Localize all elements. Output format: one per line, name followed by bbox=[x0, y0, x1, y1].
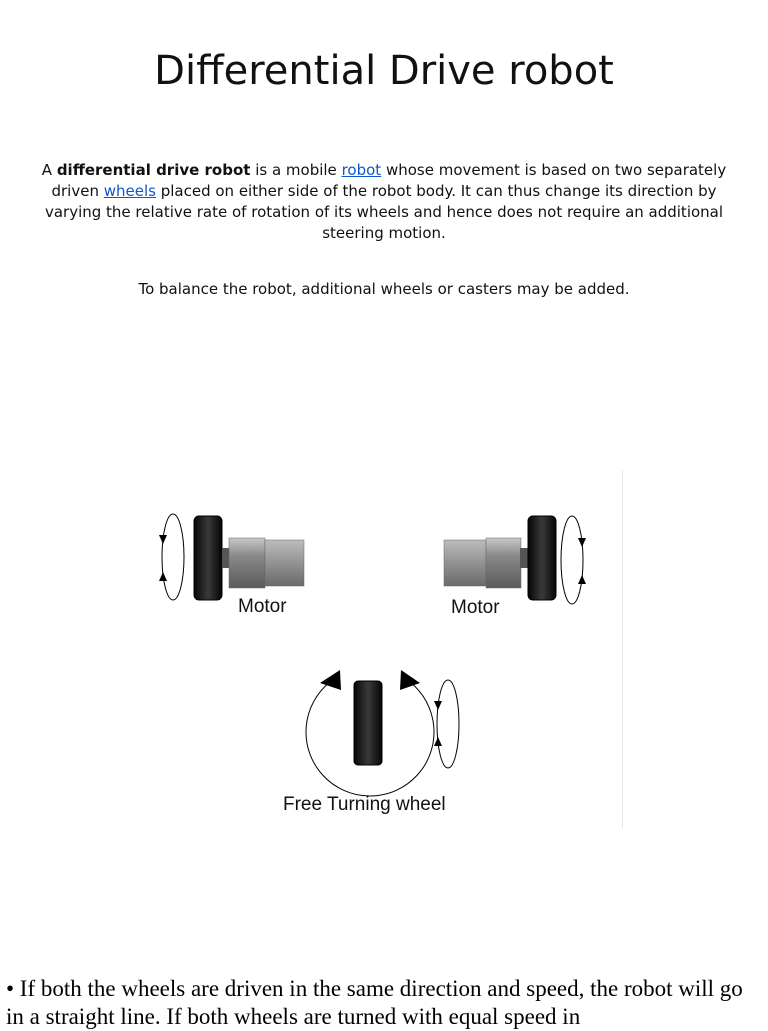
slide-title: Differential Drive robot bbox=[154, 48, 614, 94]
intro-paragraph bbox=[22, 160, 746, 244]
intro-text-3: whose movement is based on two separately driven bbox=[51, 161, 727, 200]
left-motor-label: Motor bbox=[238, 596, 287, 617]
intro-text-1: A bbox=[41, 161, 57, 179]
robot-link[interactable]: robot bbox=[341, 161, 382, 179]
caster-label: Free Turning wheel bbox=[283, 794, 446, 815]
caster-wheel bbox=[354, 681, 382, 765]
right-motor-label: Motor bbox=[451, 597, 500, 618]
left-rotation-arrow-icon bbox=[159, 514, 184, 600]
right-rotation-arrow-icon bbox=[561, 516, 586, 604]
caster-rotation-arrow-icon bbox=[434, 680, 459, 768]
drive-diagram bbox=[0, 460, 768, 840]
right-wheel bbox=[528, 516, 556, 600]
wheels-link[interactable]: wheels bbox=[103, 182, 156, 200]
left-motor bbox=[222, 538, 304, 588]
intro-text-4: placed on either side of the robot body. It can thus change its direction by varying the relative rate of rotation of its wheels and hence does not require an additional steering motion. bbox=[44, 182, 724, 242]
bullet-text: • If both the wheels are driven in the same direction and speed, the robot will go in a straight line. If both wheels are turned with equal speed in bbox=[6, 976, 743, 1029]
right-motor bbox=[444, 538, 529, 588]
left-wheel bbox=[194, 516, 222, 600]
balance-note: To balance the robot, additional wheels or casters may be added. bbox=[138, 280, 630, 298]
intro-bold-term: differential drive robot bbox=[56, 161, 251, 179]
intro-text-2: is a mobile bbox=[250, 161, 342, 179]
